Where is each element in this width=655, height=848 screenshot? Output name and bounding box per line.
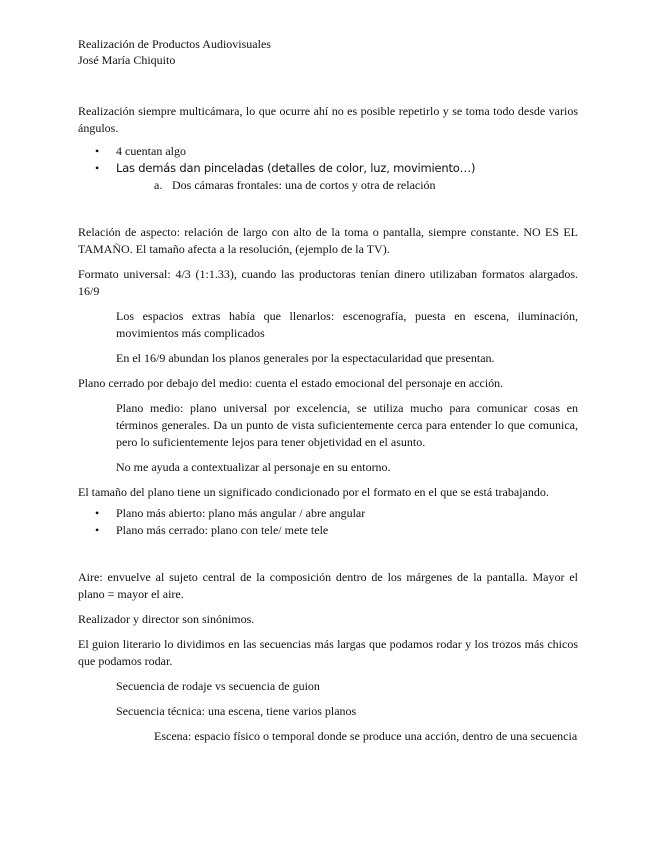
extra-spaces-paragraph: Los espacios extras había que llenarlos: escenografía, puesta en escena, iluminación, movimientos más complicados [116,309,578,340]
list-item: • Las demás dan pinceladas (detalles de color, luz, movimiento…) [95,161,476,175]
closeup-paragraph: Plano cerrado por debajo del medio: cuenta el estado emocional del personaje en acción. [78,376,504,390]
bullet-icon: • [95,523,100,537]
bullet-icon: • [95,161,100,175]
medium-shot-paragraph: Plano medio: plano universal por excelencia, se utiliza mucho para comunicar cosas en términos generales. Da un punto de vista suficientemente cerca para entender lo que comunica, pero lo suficientemente lejos para tener objetividad en el asunto. [116,401,578,449]
context-paragraph: No me ayuda a contextualizar al personaje en su entorno. [116,460,391,474]
air-paragraph: Aire: envuelve al sujeto central de la composición dentro de los márgenes de la pantalla. Mayor el plano = mayor el aire. [78,570,578,601]
course-title: Realización de Productos Audiovisuales [78,37,271,51]
sub-list-item: a. Dos cámaras frontales: una de cortos y otra de relación [154,178,436,192]
list-item: • 4 cuentan algo [95,144,186,158]
author-name: José María Chiquito [78,52,176,67]
spacer [78,194,578,224]
intro-paragraph: Realización siempre multicámara, lo que ocurre ahí no es posible repetirlo y se toma todo desde varios ángulos. [78,104,578,135]
camera-bullet-list [78,143,578,194]
spacer [78,539,578,569]
bullet-icon: • [95,144,100,158]
script-paragraph: El guion literario lo dividimos en las secuencias más largas que podamos rodar y los trozos más chicos que podamos rodar. [78,637,578,668]
aspect-ratio-paragraph: Relación de aspecto: relación de largo con alto de la toma o pantalla, siempre constante. NO ES EL TAMAÑO. El tamaño afecta a la resolución, (ejemplo de la TV). [78,225,578,256]
sequence-paragraph: Secuencia de rodaje vs secuencia de guion [116,679,320,693]
spacer [78,68,578,103]
director-paragraph: Realizador y director son sinónimos. [78,612,255,626]
document-page [78,37,578,753]
universal-format-paragraph: Formato universal: 4/3 (1:1.33), cuando las productoras tenían dinero utilizaban formatos alargados. 16/9 [78,267,578,298]
technical-sequence-paragraph: Secuencia técnica: una escena, tiene varios planos [116,704,357,718]
bullet-icon: • [95,506,100,520]
scene-paragraph: Escena: espacio físico o temporal donde se produce una acción, dentro de una secuencia [154,729,578,743]
list-item: • Plano más cerrado: plano con tele/ mete tele [95,523,329,537]
shot-size-paragraph: El tamaño del plano tiene un significado condicionado por el formato en el que se está trabajando. [78,485,549,499]
list-item: • Plano más abierto: plano más angular / abre angular [95,506,366,520]
wide-shots-paragraph: En el 16/9 abundan los planos generales por la espectacularidad que presentan. [116,351,495,365]
shot-bullet-list [78,505,578,539]
